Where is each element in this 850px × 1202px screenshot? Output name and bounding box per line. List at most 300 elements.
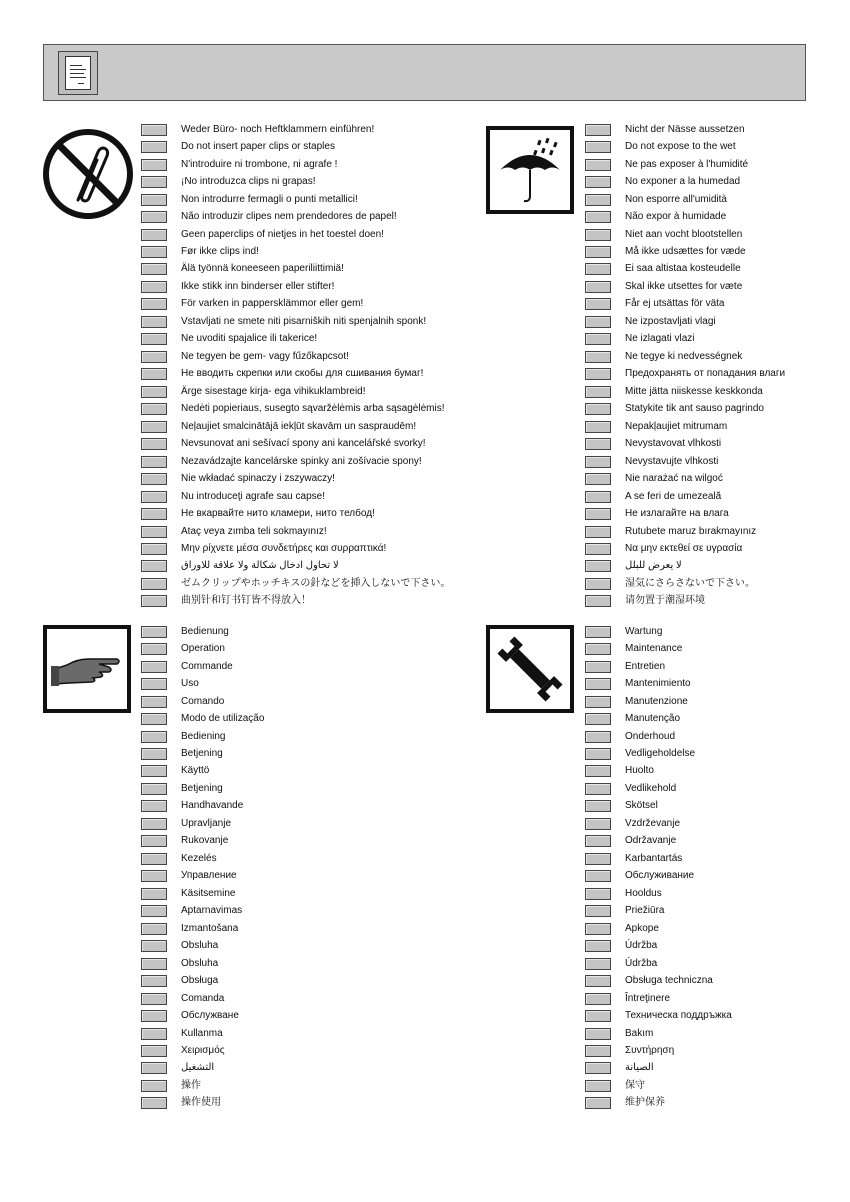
- list-item: [141, 488, 450, 505]
- checkbox-square-icon: [141, 835, 167, 847]
- list-item: [141, 710, 264, 727]
- list-item-label: Må ikke udsættes for væde: [625, 246, 746, 258]
- list-item-label: لا يعرض للبلل: [625, 560, 682, 572]
- checkbox-square-icon: [585, 316, 611, 328]
- list-item-label: Käsitsemine: [181, 887, 236, 899]
- list-item: [141, 540, 450, 557]
- list-item-label: Wartung: [625, 625, 663, 637]
- list-item-label: Техническа поддръжка: [625, 1010, 732, 1022]
- list-item: [585, 296, 785, 313]
- list-item: [585, 640, 732, 657]
- list-item: [141, 623, 264, 640]
- list-item: [141, 780, 264, 797]
- list-item: [585, 868, 732, 885]
- checkbox-square-icon: [585, 333, 611, 345]
- checkbox-square-icon: [141, 696, 167, 708]
- checkbox-square-icon: [585, 473, 611, 485]
- list-item: [141, 138, 450, 155]
- list-item: [141, 575, 450, 592]
- list-item: [141, 885, 264, 902]
- checkbox-square-icon: [141, 783, 167, 795]
- list-item: [585, 418, 785, 435]
- list-item-label: Commande: [181, 660, 233, 672]
- checkbox-square-icon: [141, 923, 167, 935]
- list-item-label: Não expor à humidade: [625, 211, 727, 223]
- list-item: [585, 261, 785, 278]
- checkbox-square-icon: [585, 940, 611, 952]
- list-item-label: Før ikke clips ind!: [181, 246, 259, 258]
- list-item-label: 曲别针和钉书钉皆不得放入！: [181, 595, 311, 607]
- checkbox-square-icon: [585, 678, 611, 690]
- list-item: [141, 208, 450, 225]
- list-item-label: Не излагайте на влага: [625, 508, 729, 520]
- list-item: [141, 815, 264, 832]
- list-item: [141, 1060, 264, 1077]
- list-item: [585, 540, 785, 557]
- checkbox-square-icon: [141, 958, 167, 970]
- list-item: [141, 640, 264, 657]
- list-item-label: Обслуживание: [625, 870, 695, 882]
- list-item-label: Rutubete maruz bırakmayınız: [625, 525, 757, 537]
- list-item-label: Obsluha: [181, 957, 219, 969]
- list-item: [585, 1025, 732, 1042]
- checkbox-square-icon: [585, 176, 611, 188]
- list-item: [585, 728, 732, 745]
- checkbox-square-icon: [141, 229, 167, 241]
- list-item-label: Ei saa altistaa kosteudelle: [625, 263, 741, 275]
- checkbox-square-icon: [585, 298, 611, 310]
- list-item: [141, 955, 264, 972]
- checkbox-square-icon: [585, 800, 611, 812]
- checkbox-square-icon: [141, 975, 167, 987]
- checkbox-square-icon: [585, 835, 611, 847]
- list-item: [141, 226, 450, 243]
- list-item-label: Nepakļaujiet mitrumam: [625, 420, 728, 432]
- list-item: [585, 990, 732, 1007]
- list-item-label: No exponer a la humedad: [625, 176, 741, 188]
- checkbox-square-icon: [141, 141, 167, 153]
- checkbox-square-icon: [141, 159, 167, 171]
- list-item-label: Обслужване: [181, 1010, 239, 1022]
- checkbox-square-icon: [585, 765, 611, 777]
- list-item: [585, 693, 732, 710]
- list-item-label: ゼムクリップやホッチキスの針などを挿入しないで下さい。: [181, 577, 451, 589]
- checkbox-square-icon: [141, 800, 167, 812]
- list-item: [141, 903, 264, 920]
- checkbox-square-icon: [141, 403, 167, 415]
- list-item: [141, 990, 264, 1007]
- list-item: [585, 623, 732, 640]
- list-item: [141, 313, 450, 330]
- checkbox-square-icon: [585, 923, 611, 935]
- list-item: [585, 575, 785, 592]
- list-item-label: Neļaujiet smalcinātājā iekļūt skavām un saspraudēm!: [181, 420, 417, 432]
- list-item-label: Manutenção: [625, 713, 681, 725]
- checkbox-square-icon: [585, 281, 611, 293]
- list-item: [585, 710, 732, 727]
- list-item-label: 保守: [625, 1079, 645, 1091]
- list-item: [141, 523, 450, 540]
- list-item: [585, 401, 785, 418]
- checkbox-square-icon: [585, 403, 611, 415]
- list-item-label: Bediening: [181, 730, 226, 742]
- list-item-label: 操作: [181, 1079, 201, 1091]
- checkbox-square-icon: [141, 491, 167, 503]
- checkbox-square-icon: [141, 176, 167, 188]
- list-item-label: لا تحاول ادخال شكالة ولا علاقة للاوراق: [181, 560, 339, 572]
- checkbox-square-icon: [141, 905, 167, 917]
- list-item-label: Kezelés: [181, 852, 217, 864]
- hand-icon: [47, 629, 127, 709]
- list-item: [585, 173, 785, 190]
- no-wet-list: [585, 121, 785, 610]
- checkbox-square-icon: [141, 333, 167, 345]
- list-item: [585, 470, 785, 487]
- list-item-label: Obsługa: [181, 975, 219, 987]
- list-item: [585, 383, 785, 400]
- list-item-label: Bakım: [625, 1027, 654, 1039]
- list-item-label: Não introduzir clipes nem prendedores de papel!: [181, 211, 397, 223]
- checkbox-square-icon: [141, 438, 167, 450]
- checkbox-square-icon: [141, 473, 167, 485]
- list-item-label: Käyttö: [181, 765, 210, 777]
- list-item-label: Non esporre all'umidità: [625, 193, 727, 205]
- list-item-label: Nevystavovat vlhkosti: [625, 438, 722, 450]
- checkbox-square-icon: [585, 1097, 611, 1109]
- list-item-label: Entretien: [625, 660, 666, 672]
- list-item-label: Održavanje: [625, 835, 677, 847]
- list-item: [585, 156, 785, 173]
- checkbox-square-icon: [585, 229, 611, 241]
- list-item-label: Weder Büro- noch Heftklammern einführen!: [181, 123, 375, 135]
- checkbox-square-icon: [141, 1010, 167, 1022]
- list-item: [585, 658, 732, 675]
- list-item-label: Betjening: [181, 782, 223, 794]
- list-item: [585, 243, 785, 260]
- checkbox-square-icon: [141, 678, 167, 690]
- checkbox-square-icon: [585, 595, 611, 607]
- list-item-label: Maintenance: [625, 643, 683, 655]
- list-item: [585, 833, 732, 850]
- list-item: [585, 121, 785, 138]
- no-paperclip-icon: [40, 126, 136, 222]
- checkbox-square-icon: [585, 713, 611, 725]
- list-item: [141, 401, 450, 418]
- list-item-label: Bedienung: [181, 625, 229, 637]
- checkbox-square-icon: [585, 1028, 611, 1040]
- list-item-label: Skal ikke utsettes for væte: [625, 280, 743, 292]
- list-item: [585, 138, 785, 155]
- checkbox-square-icon: [585, 1045, 611, 1057]
- checkbox-square-icon: [141, 643, 167, 655]
- checkbox-square-icon: [585, 491, 611, 503]
- list-item: [585, 278, 785, 295]
- list-item-label: För varken in pappersklämmor eller gem!: [181, 298, 364, 310]
- list-item: [141, 798, 264, 815]
- checkbox-square-icon: [585, 1010, 611, 1022]
- list-item: [585, 313, 785, 330]
- header-bar: [43, 44, 806, 101]
- list-item-label: Μην ρίχνετε μέσα συνδετήρες και συρραπτικά!: [181, 542, 387, 554]
- list-item-label: Aptarnavimas: [181, 905, 243, 917]
- hand-frame: [43, 625, 131, 713]
- checkbox-square-icon: [585, 696, 611, 708]
- list-item: [585, 850, 732, 867]
- list-item-label: Не вводить скрепки или скобы для сшивания бумаг!: [181, 368, 424, 380]
- list-item: [141, 173, 450, 190]
- list-item-label: Vzdrževanje: [625, 817, 681, 829]
- list-item: [141, 728, 264, 745]
- checkbox-square-icon: [585, 1062, 611, 1074]
- list-item: [585, 1060, 732, 1077]
- list-item: [141, 121, 450, 138]
- checkbox-square-icon: [585, 560, 611, 572]
- checkbox-square-icon: [585, 351, 611, 363]
- checkbox-square-icon: [141, 595, 167, 607]
- checkbox-square-icon: [585, 818, 611, 830]
- list-item-label: Не вкарвайте нито кламери, нито телбод!: [181, 508, 375, 520]
- checkbox-square-icon: [141, 246, 167, 258]
- checkbox-square-icon: [141, 940, 167, 952]
- list-item: [585, 208, 785, 225]
- checkbox-square-icon: [141, 560, 167, 572]
- list-item-label: Ne izpostavljati vlagi: [625, 315, 716, 327]
- checkbox-square-icon: [585, 141, 611, 153]
- checkbox-square-icon: [141, 386, 167, 398]
- checkbox-square-icon: [141, 661, 167, 673]
- list-item: [141, 658, 264, 675]
- list-item: [141, 383, 450, 400]
- list-item-label: 维护保养: [625, 1097, 665, 1109]
- list-item: [585, 523, 785, 540]
- list-item-label: Vedligeholdelse: [625, 748, 696, 760]
- list-item-label: N'introduire ni trombone, ni agrafe !: [181, 158, 338, 170]
- list-item: [141, 937, 264, 954]
- list-item: [585, 937, 732, 954]
- checkbox-square-icon: [585, 626, 611, 638]
- checkbox-square-icon: [585, 386, 611, 398]
- list-item-label: Ne izlagati vlazi: [625, 333, 695, 345]
- checkbox-square-icon: [585, 526, 611, 538]
- checkbox-square-icon: [585, 246, 611, 258]
- list-item: [141, 366, 450, 383]
- checkbox-square-icon: [141, 1062, 167, 1074]
- checkbox-square-icon: [141, 1028, 167, 1040]
- checkbox-square-icon: [141, 626, 167, 638]
- list-item: [585, 453, 785, 470]
- checkbox-square-icon: [141, 368, 167, 380]
- checkbox-square-icon: [585, 731, 611, 743]
- list-item-label: Ikke stikk inn binderser eller stifter!: [181, 280, 335, 292]
- list-item-label: Nie narażać na wilgoć: [625, 473, 723, 485]
- checkbox-square-icon: [585, 508, 611, 520]
- checkbox-square-icon: [141, 853, 167, 865]
- list-item: [585, 885, 732, 902]
- umbrella-frame: [486, 126, 574, 214]
- list-item: [585, 1007, 732, 1024]
- checkbox-square-icon: [585, 870, 611, 882]
- list-item-label: Manutenzione: [625, 695, 688, 707]
- checkbox-square-icon: [141, 508, 167, 520]
- list-item-label: التشغيل: [181, 1062, 215, 1074]
- list-item: [141, 1095, 264, 1112]
- checkbox-square-icon: [141, 421, 167, 433]
- list-item-label: Nie wkładać spinaczy i zszywaczy!: [181, 473, 335, 485]
- list-item-label: Upravljanje: [181, 817, 232, 829]
- checkbox-square-icon: [141, 298, 167, 310]
- checkbox-square-icon: [585, 263, 611, 275]
- list-item: [585, 675, 732, 692]
- checkbox-square-icon: [141, 351, 167, 363]
- list-item: [585, 920, 732, 937]
- list-item: [141, 1077, 264, 1094]
- checkbox-square-icon: [585, 748, 611, 760]
- list-item-label: Mitte jätta niiskesse keskkonda: [625, 385, 763, 397]
- checkbox-square-icon: [141, 456, 167, 468]
- checkbox-square-icon: [585, 543, 611, 555]
- checkbox-square-icon: [141, 993, 167, 1005]
- list-item: [141, 593, 450, 610]
- list-item: [141, 156, 450, 173]
- operation-list: [141, 623, 264, 1112]
- list-item: [585, 972, 732, 989]
- list-item: [585, 226, 785, 243]
- list-item: [141, 558, 450, 575]
- checkbox-square-icon: [585, 958, 611, 970]
- list-item-label: Statykite tik ant sauso pagrindo: [625, 403, 764, 415]
- list-item-label: Vstavljati ne smete niti pisarniških niti spenjalnih sponk!: [181, 315, 427, 327]
- list-item: [585, 366, 785, 383]
- checkbox-square-icon: [585, 905, 611, 917]
- list-item-label: Ne tegye ki nedvességnek: [625, 350, 743, 362]
- list-item: [141, 331, 450, 348]
- list-item: [141, 850, 264, 867]
- checkbox-square-icon: [585, 368, 611, 380]
- list-item-label: Συντήρηση: [625, 1044, 675, 1056]
- list-item: [141, 920, 264, 937]
- checkbox-square-icon: [141, 765, 167, 777]
- checkbox-square-icon: [141, 578, 167, 590]
- checkbox-square-icon: [141, 316, 167, 328]
- list-item-label: Întreţinere: [625, 992, 671, 1004]
- list-item-label: Údržba: [625, 957, 658, 969]
- checkbox-square-icon: [141, 1045, 167, 1057]
- list-item: [141, 675, 264, 692]
- checkbox-square-icon: [585, 661, 611, 673]
- list-item-label: Do not insert paper clips or staples: [181, 141, 335, 153]
- checkbox-square-icon: [585, 211, 611, 223]
- list-item: [585, 780, 732, 797]
- list-item: [585, 505, 785, 522]
- maintenance-list: [585, 623, 732, 1112]
- list-item-label: Rukovanje: [181, 835, 229, 847]
- list-item-label: Ne uvoditi spajalice ili takerice!: [181, 333, 318, 345]
- list-item-label: Hooldus: [625, 887, 662, 899]
- list-item: [585, 558, 785, 575]
- document-icon: [58, 51, 98, 95]
- checkbox-square-icon: [141, 124, 167, 136]
- list-item: [585, 488, 785, 505]
- list-item: [141, 763, 264, 780]
- list-item-label: 操作使用: [181, 1097, 221, 1109]
- list-item: [141, 1042, 264, 1059]
- list-item-label: Får ej utsättas för väta: [625, 298, 725, 310]
- list-item: [141, 972, 264, 989]
- list-item-label: Nedėti popieriaus, susegto sąvaržėlėmis arba sąsagėlėmis!: [181, 403, 445, 415]
- list-item-label: Onderhoud: [625, 730, 676, 742]
- list-item-label: ¡No introduzca clips ni grapas!: [181, 176, 316, 188]
- list-item-label: 请勿置于潮湿环境: [625, 595, 705, 607]
- checkbox-square-icon: [585, 438, 611, 450]
- list-item-label: Izmantošana: [181, 922, 239, 934]
- list-item-label: Apkope: [625, 922, 659, 934]
- checkbox-square-icon: [585, 421, 611, 433]
- list-item: [141, 868, 264, 885]
- list-item: [585, 798, 732, 815]
- list-item-label: Vedlikehold: [625, 782, 677, 794]
- list-item-label: Ne pas exposer à l'humidité: [625, 158, 749, 170]
- list-item: [585, 191, 785, 208]
- list-item-label: Mantenimiento: [625, 678, 691, 690]
- list-item-label: Χειρισμός: [181, 1044, 225, 1056]
- list-item-label: Kullanma: [181, 1027, 223, 1039]
- list-item-label: Modo de utilização: [181, 713, 265, 725]
- list-item-label: Comanda: [181, 992, 225, 1004]
- checkbox-square-icon: [585, 975, 611, 987]
- list-item-label: Να μην εκτεθεί σε υγρασία: [625, 542, 743, 554]
- list-item-label: Ne tegyen be gem- vagy fűzőkapcsot!: [181, 350, 349, 362]
- checkbox-square-icon: [585, 159, 611, 171]
- no-clips-list: [141, 121, 450, 610]
- list-item: [141, 418, 450, 435]
- list-item-label: Nicht der Nässe aussetzen: [625, 123, 745, 135]
- checkbox-square-icon: [585, 194, 611, 206]
- checkbox-square-icon: [141, 713, 167, 725]
- wrench-frame: [486, 625, 574, 713]
- list-item-label: Údržba: [625, 940, 658, 952]
- list-item: [585, 1095, 732, 1112]
- list-item-label: Ataç veya zımba teli sokmayınız!: [181, 525, 327, 537]
- list-item: [141, 348, 450, 365]
- list-item-label: Nevsunovat ani sešívací spony ani kancelářské svorky!: [181, 438, 426, 450]
- list-item: [141, 693, 264, 710]
- list-item: [585, 955, 732, 972]
- list-item: [585, 745, 732, 762]
- list-item: [141, 453, 450, 470]
- list-item: [585, 1042, 732, 1059]
- list-item-label: Nu introduceţi agrafe sau capse!: [181, 490, 325, 502]
- list-item-label: Obsługa techniczna: [625, 975, 713, 987]
- checkbox-square-icon: [141, 281, 167, 293]
- list-item-label: Do not expose to the wet: [625, 141, 736, 153]
- checkbox-square-icon: [585, 456, 611, 468]
- list-item: [585, 435, 785, 452]
- checkbox-square-icon: [585, 853, 611, 865]
- list-item: [585, 593, 785, 610]
- list-item: [141, 745, 264, 762]
- list-item: [141, 191, 450, 208]
- checkbox-square-icon: [141, 194, 167, 206]
- checkbox-square-icon: [585, 1080, 611, 1092]
- list-item-label: Предохранять от попадания влаги: [625, 368, 786, 380]
- list-item-label: Uso: [181, 678, 199, 690]
- list-item-label: Ärge sisestage kirja- ega vihikuklambreid!: [181, 385, 366, 397]
- checkbox-square-icon: [141, 818, 167, 830]
- list-item-label: Skötsel: [625, 800, 658, 812]
- list-item: [141, 505, 450, 522]
- checkbox-square-icon: [141, 211, 167, 223]
- wrench-icon: [490, 629, 570, 709]
